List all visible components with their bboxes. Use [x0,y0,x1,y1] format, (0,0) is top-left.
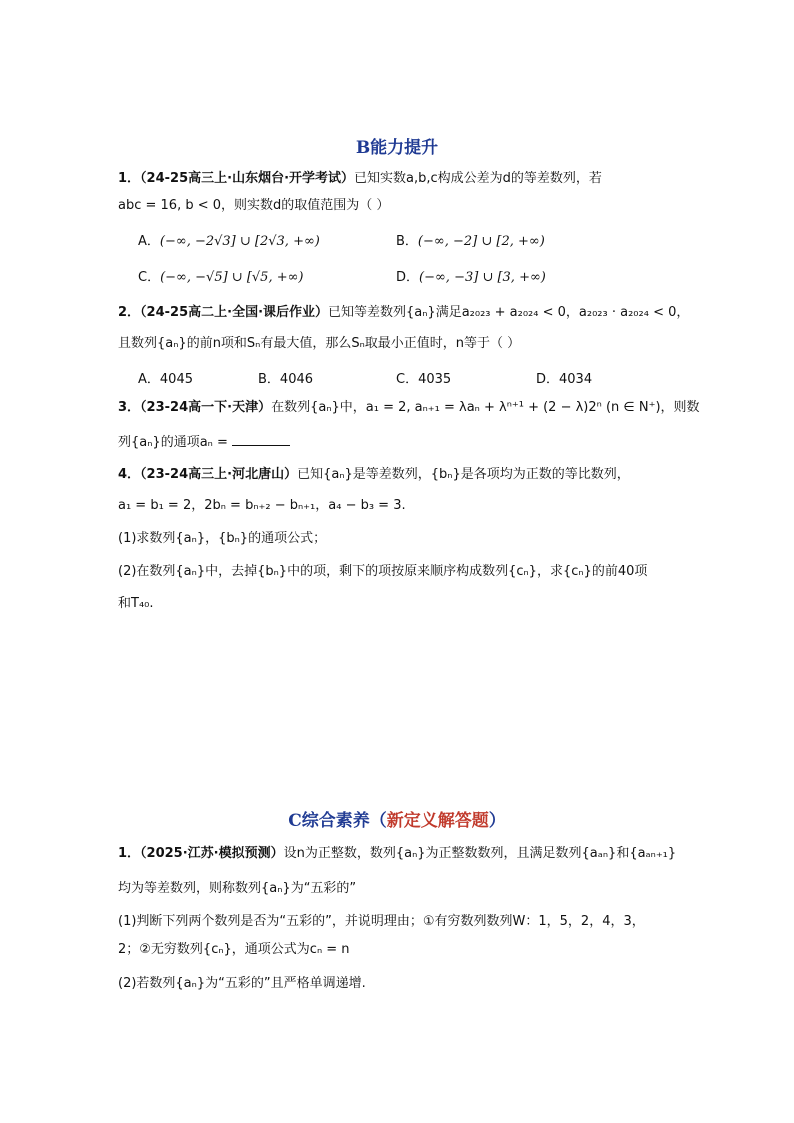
question-source: （24-25高二上·全国·课后作业） [140,305,329,320]
option-c[interactable] [138,266,304,285]
question-4-part2-cont: 和T₄₀. [118,596,154,611]
question-text: 在数列{aₙ}中，a₁ = 2, aₙ₊₁ = λaₙ + λⁿ⁺¹ + (2 − λ)2ⁿ (n ∈ N⁺)，则数 [271,400,700,415]
option-label: B． [258,372,280,387]
question-source: （23-24高三上·河北唐山） [140,467,298,482]
question-4-line2: a₁ = b₁ = 2，2bₙ = bₙ₊₂ − bₙ₊₁，a₄ − b₃ = 3. [118,498,406,513]
question-2 [118,304,689,322]
question-number: 2． [118,305,141,320]
option-c[interactable] [396,368,451,387]
option-text: 4034 [559,372,593,387]
option-text: (−∞, −2] ∪ [2, +∞) [417,234,545,249]
option-label: A． [138,234,160,249]
question-number: 1． [118,171,141,186]
question-4-part1: (1)求数列{aₙ}，{bₙ}的通项公式； [118,531,327,546]
question-c1-part2: (2)若数列{aₙ}为“五彩的”且严格单调递增. [118,976,366,991]
question-source: （2025·江苏·模拟预测） [140,846,284,861]
question-c1-part1: (1)判断下列两个数列是否为“五彩的”，并说明理由；①有穷数列数列W：1，5，2，4，3， [118,914,645,929]
question-number: 1． [118,846,141,861]
option-label: D． [396,270,420,285]
question-c1 [118,845,676,863]
section-c-title [0,806,794,831]
question-text: 设n为正整数，数列{aₙ}为正整数数列，且满足数列{aₐₙ}和{aₐₙ₊₁} [283,846,677,861]
option-label: B． [396,234,418,249]
option-d[interactable] [536,368,592,387]
section-c-title-end: ） [488,811,506,831]
question-text: 已知实数a,b,c构成公差为d的等差数列，若 [354,171,602,186]
option-d[interactable] [396,266,546,285]
option-a[interactable] [138,368,193,387]
question-c1-part1-cont: 2；②无穷数列{cₙ}，通项公式为cₙ = n [118,942,350,957]
question-3-line2 [118,433,290,452]
option-label: A． [138,372,160,387]
section-b-title: B能力提升 [355,138,439,158]
answer-blank[interactable] [232,433,290,446]
option-text: (−∞, −3] ∪ [3, +∞) [419,270,546,285]
question-c1-line2: 均为等差数列，则称数列{aₙ}为“五彩的” [118,881,357,896]
question-2-line2: 且数列{aₙ}的前n项和Sₙ有最大值，那么Sₙ取最小正值时，n等于（ ） [118,336,521,351]
option-text: (−∞, −2√3] ∪ [2√3, +∞) [159,234,320,249]
question-source: （23-24高一下·天津） [140,400,272,415]
question-text: 已知{aₙ}是等差数列，{bₙ}是各项均为正数的等比数列， [297,467,630,482]
section-c-title-highlight: 新定义解答题 [386,811,489,831]
option-text: (−∞, −√5] ∪ [√5, +∞) [160,270,304,285]
option-text: 4035 [418,372,452,387]
option-b[interactable] [396,230,545,249]
question-text: 已知等差数列{aₙ}满足a₂₀₂₃ + a₂₀₂₄ < 0，a₂₀₂₃ · a₂₀₂₄ < 0， [328,305,690,320]
question-text: 列{aₙ}的通项aₙ = [118,435,228,450]
option-label: C． [138,270,161,285]
section-c-title-main: C综合素养（ [288,811,387,831]
question-4 [118,466,630,484]
option-text: 4046 [279,372,314,387]
option-label: C． [396,372,419,387]
option-text: 4045 [159,372,193,387]
question-number: 3． [118,400,141,415]
option-a[interactable] [138,230,320,249]
question-source: （24-25高三上·山东烟台·开学考试） [140,171,355,186]
question-1 [118,170,602,188]
question-4-part2: (2)在数列{aₙ}中，去掉{bₙ}中的项，剩下的项按原来顺序构成数列{cₙ}，求{cₙ}的前40项 [118,564,648,579]
question-3 [118,399,700,417]
question-1-line2: abc = 16, b < 0，则实数d的取值范围为（ ） [118,198,390,213]
option-b[interactable] [258,368,313,387]
question-number: 4． [118,467,141,482]
option-label: D． [536,372,560,387]
